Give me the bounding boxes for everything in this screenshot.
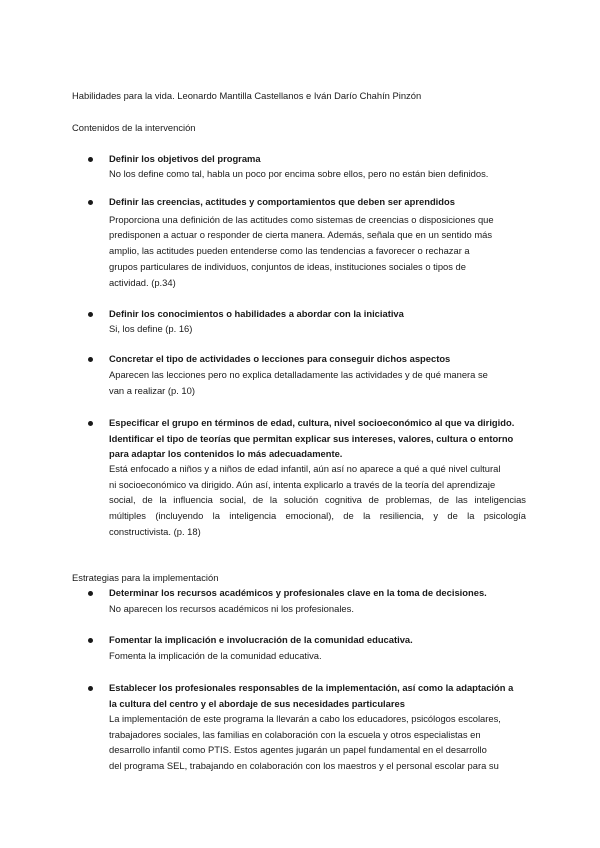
- item-body: No aparecen los recursos académicos ni los profesionales.: [109, 603, 354, 614]
- item-body: La implementación de este programa la llevarán a cabo los educadores, psicólogos escolares,: [109, 713, 501, 724]
- item-heading: Definir las creencias, actitudes y comportamientos que deben ser aprendidos: [109, 196, 455, 207]
- item-body: social, de la influencia social, de la solución cognitiva de problemas, de las inteligencias: [109, 494, 526, 505]
- item-body: Está enfocado a niños y a niños de edad infantil, aún así no aparece a qué a qué nivel cultural: [109, 463, 501, 474]
- item-body: Si, los define (p. 16): [109, 323, 193, 334]
- item-heading: para adaptar los contenidos lo más adecuadamente.: [109, 448, 343, 459]
- bullet-icon: [88, 591, 93, 596]
- item-body: grupos particulares de individuos, conjuntos de ideas, instituciones sociales o tipos de: [109, 261, 466, 272]
- item-body: ni socioeconómico va dirigido. Aún así, intenta explicarlo a través de la teoría del aprendizaje: [109, 479, 496, 490]
- bullet-icon: [88, 157, 93, 162]
- section-title-estrategias: Estrategias para la implementación: [72, 572, 219, 583]
- item-body: actividad. (p.34): [109, 277, 176, 288]
- item-body: múltiples (incluyendo la inteligencia emocional), de la resiliencia, y de la psicología: [109, 510, 526, 521]
- item-body: predisponen a actuar o responder de cierta manera. Además, señala que en un sentido más: [109, 229, 493, 240]
- item-heading: Identificar el tipo de teorías que permitan explicar sus intereses, valores, cultura o entorno: [109, 433, 514, 444]
- bullet-icon: [88, 638, 93, 643]
- item-heading: Establecer los profesionales responsables de la implementación, así como la adaptación a: [109, 682, 514, 693]
- item-body: trabajadores sociales, las familias en colaboración con la escuela y otros especialistas en: [109, 729, 481, 740]
- item-body: Proporciona una definición de las actitudes como sistemas de creencias o disposiciones que: [109, 214, 494, 225]
- item-body: constructivista. (p. 18): [109, 526, 201, 537]
- bullet-icon: [88, 200, 93, 205]
- item-heading: Definir los conocimientos o habilidades a abordar con la iniciativa: [109, 308, 404, 319]
- item-body: del programa SEL, trabajando en colaboración con los maestros y el personal escolar para su: [109, 760, 499, 771]
- item-body: amplio, las actitudes pueden entenderse como las tendencias a favorecer o rechazar a: [109, 245, 470, 256]
- bullet-icon: [88, 686, 93, 691]
- item-heading: la cultura del centro y el abordaje de sus necesidades particulares: [109, 698, 405, 709]
- document-title: Habilidades para la vida. Leonardo Mantilla Castellanos e Iván Darío Chahín Pinzón: [72, 90, 422, 101]
- item-heading: Definir los objetivos del programa: [109, 153, 261, 164]
- item-body: No los define como tal, habla un poco por encima sobre ellos, pero no están bien definidos.: [109, 168, 489, 179]
- item-heading: Fomentar la implicación e involucración de la comunidad educativa.: [109, 634, 413, 645]
- item-heading: Concretar el tipo de actividades o lecciones para conseguir dichos aspectos: [109, 353, 451, 364]
- bullet-icon: [88, 421, 93, 426]
- item-body: desarrollo infantil como PTIS. Estos agentes jugarán un papel fundamental en el desarrollo: [109, 744, 487, 755]
- item-body: Aparecen las lecciones pero no explica detalladamente las actividades y de qué manera se: [109, 369, 488, 380]
- item-heading: Determinar los recursos académicos y profesionales clave en la toma de decisiones.: [109, 587, 487, 598]
- section-title-contenidos: Contenidos de la intervención: [72, 122, 196, 133]
- item-heading: Especificar el grupo en términos de edad, cultura, nivel socioeconómico al que va dirigido.: [109, 417, 515, 428]
- bullet-icon: [88, 312, 93, 317]
- bullet-icon: [88, 357, 93, 362]
- item-body: van a realizar (p. 10): [109, 385, 195, 396]
- item-body: Fomenta la implicación de la comunidad educativa.: [109, 650, 322, 661]
